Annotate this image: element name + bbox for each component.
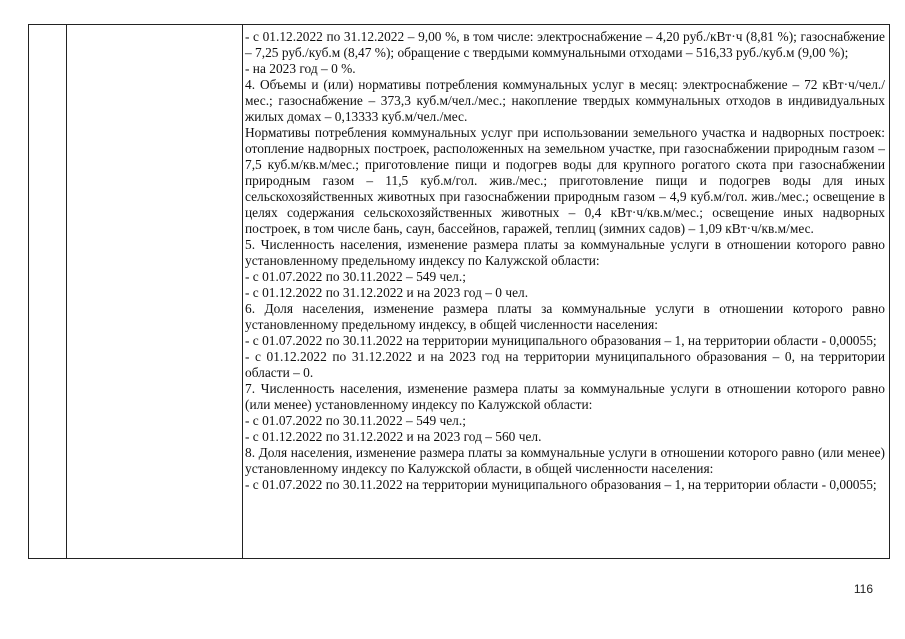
paragraph-4: Нормативы потребления коммунальных услуг при использовании земельного участка и надворных построек: отопление надворных построек, расположенных на земельном участке, при газоснабжении природным газом – 7,5 куб.м/кв.м/мес.; приготовление пищи и подогрев воды для крупного рогатого скота при газоснабжении природным газом – 11,5 куб.м/гол. жив./мес.; приготовление пищи и подогрев воды для иных сельскохозяйственных животных при газоснабжении природным газом – 4,9 куб.м/гол. жив./мес.; освещение в целях содержания сельскохозяйственных животных – 0,4 кВт·ч/кв.м/мес.; освещение иных надворных построек, в том числе бань, саун, бассейнов, гаражей, теплиц (зимних садов) – 1,09 кВт·ч/кв.м/мес. — [245, 125, 885, 236]
paragraph-12: - с 01.07.2022 по 30.11.2022 – 549 чел.; — [245, 413, 466, 428]
paragraph-2: - на 2023 год – 0 %. — [245, 61, 356, 76]
paragraph-10: - с 01.12.2022 по 31.12.2022 и на 2023 год на территории муниципального образования – 0, на территории области – 0. — [245, 349, 885, 380]
paragraph-9: - с 01.07.2022 по 30.11.2022 на территории муниципального образования – 1, на территории области - 0,00055; — [245, 333, 877, 348]
paragraph-7: - с 01.12.2022 по 31.12.2022 и на 2023 год – 0 чел. — [245, 285, 529, 300]
page-number: 116 — [853, 582, 873, 596]
paragraph-6: - с 01.07.2022 по 30.11.2022 – 549 чел.; — [245, 269, 466, 284]
paragraph-1: - с 01.12.2022 по 31.12.2022 – 9,00 %, в том числе: электроснабжение – 4,20 руб./кВт·ч (8,81 %); газоснабжение – 7,25 руб./куб.м (8,47 %); обращение с твердыми коммунальными отходами – 516,33 руб./куб.м (9,00 %); — [245, 29, 885, 60]
paragraph-15: - с 01.07.2022 по 30.11.2022 на территории муниципального образования – 1, на территории области - 0,00055; — [245, 477, 877, 492]
table-column-number — [29, 25, 67, 558]
table-column-name — [67, 25, 243, 558]
paragraph-8: 6. Доля населения, изменение размера платы за коммунальные услуги в отношении которого равно установленному предельному индексу, в общей численности населения: — [245, 301, 885, 332]
paragraph-5: 5. Численность населения, изменение размера платы за коммунальные услуги в отношении которого равно установленному предельному индексу по Калужской области: — [245, 237, 885, 268]
paragraph-13: - с 01.12.2022 по 31.12.2022 и на 2023 год – 560 чел. — [245, 429, 542, 444]
paragraph-3: 4. Объемы и (или) нормативы потребления коммунальных услуг в месяц: электроснабжение – 72 кВт·ч/чел./мес.; газоснабжение – 373,3 куб.м/чел./мес.; накопление твердых коммунальных отходов в индивидуальных жилых домах – 0,13333 куб.м/чел./мес. — [245, 77, 885, 124]
paragraph-14: 8. Доля населения, изменение размера платы за коммунальные услуги в отношении которого равно (или менее) установленному индексу по Калужской области, в общей численности населения: — [245, 445, 885, 476]
paragraph-11: 7. Численность населения, изменение размера платы за коммунальные услуги в отношении которого равно (или менее) установленному индексу по Калужской области: — [245, 381, 885, 412]
document-table — [28, 24, 890, 559]
table-column-content — [245, 29, 885, 493]
